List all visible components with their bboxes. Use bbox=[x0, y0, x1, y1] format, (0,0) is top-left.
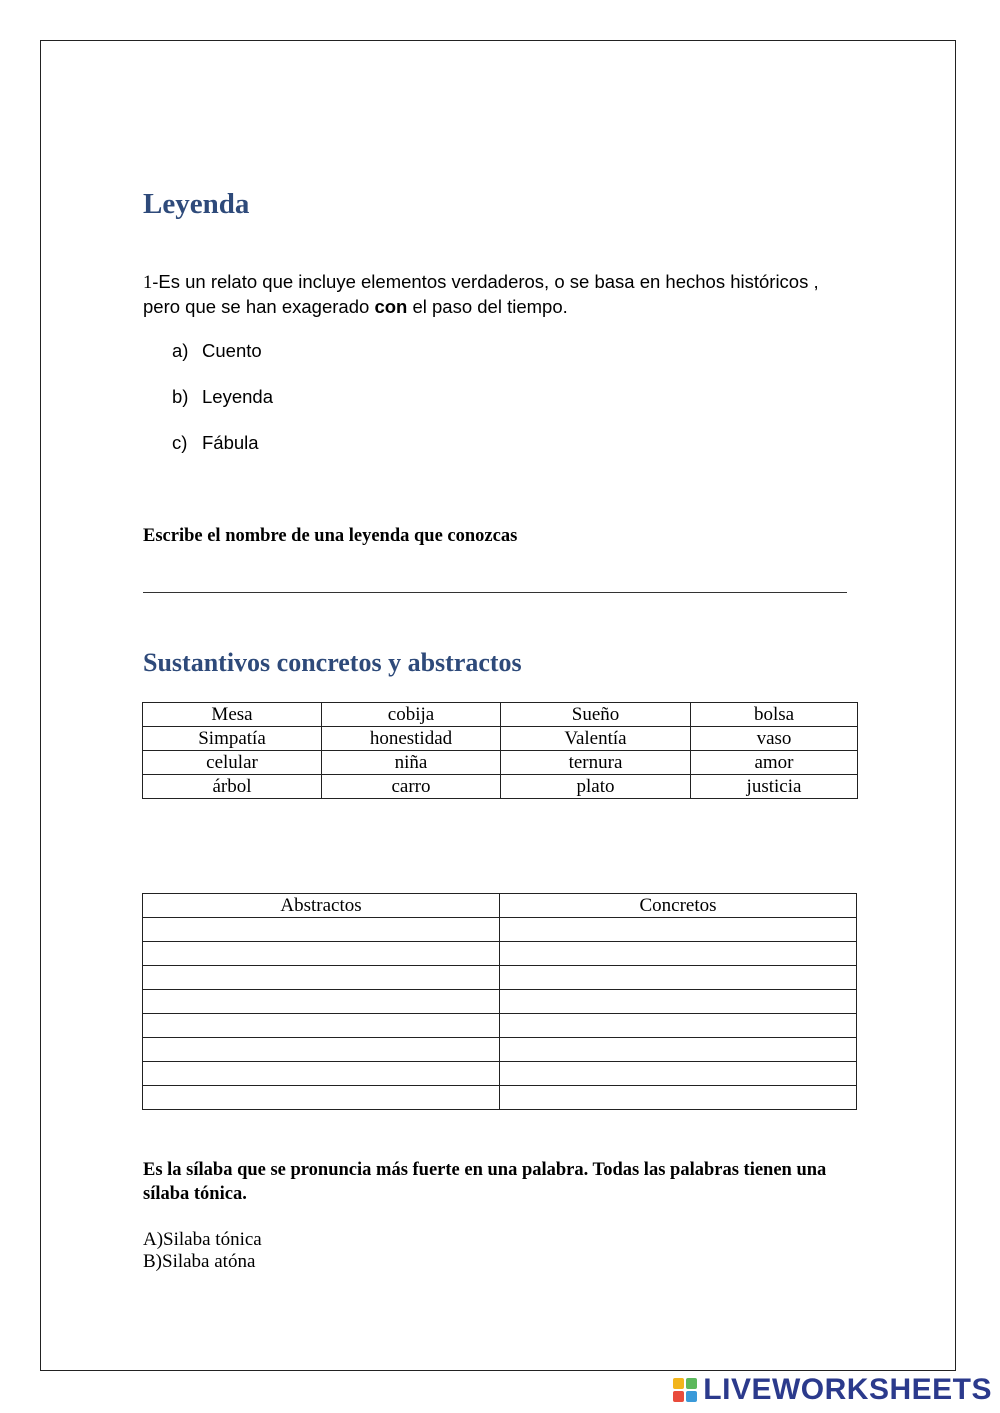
question-3-option-b[interactable]: B)Silaba atóna bbox=[143, 1251, 256, 1272]
logo-tile-yellow bbox=[673, 1378, 684, 1389]
table-row bbox=[143, 775, 858, 799]
word-cell[interactable]: amor bbox=[691, 751, 858, 775]
question-1-bold-word: con bbox=[374, 296, 408, 317]
abstract-drop-cell[interactable] bbox=[143, 1038, 500, 1062]
abstract-drop-cell[interactable] bbox=[143, 1014, 500, 1038]
question-1-text bbox=[143, 270, 843, 319]
question-3-option-a[interactable]: A)Silaba tónica bbox=[143, 1229, 262, 1250]
option-a-text: Cuento bbox=[202, 340, 262, 361]
word-cell[interactable]: Sueño bbox=[501, 703, 691, 727]
abstractos-header: Abstractos bbox=[143, 894, 500, 918]
liveworksheets-brand-name: LIVEWORKSHEETS bbox=[703, 1373, 992, 1406]
word-cell[interactable]: justicia bbox=[691, 775, 858, 799]
word-cell[interactable]: plato bbox=[501, 775, 691, 799]
table-row bbox=[143, 1014, 857, 1038]
option-b[interactable] bbox=[172, 386, 273, 408]
option-a-label: a) bbox=[172, 340, 189, 361]
liveworksheets-logo-icon bbox=[673, 1378, 697, 1402]
table-row bbox=[143, 1062, 857, 1086]
word-cell[interactable]: cobija bbox=[322, 703, 501, 727]
liveworksheets-logo[interactable] bbox=[673, 1373, 992, 1407]
table-row bbox=[143, 727, 858, 751]
table-row bbox=[143, 703, 858, 727]
option-c-text: Fábula bbox=[202, 432, 259, 453]
classify-table bbox=[142, 893, 857, 1110]
legend-prompt: Escribe el nombre de una leyenda que conozcas bbox=[143, 526, 518, 546]
concrete-drop-cell[interactable] bbox=[500, 990, 857, 1014]
table-row bbox=[143, 751, 858, 775]
question-3-text: Es la sílaba que se pronuncia más fuerte en una palabra. Todas las palabras tienen una sílaba tónica. bbox=[143, 1160, 827, 1204]
option-c-label: c) bbox=[172, 432, 188, 453]
abstract-drop-cell[interactable] bbox=[143, 942, 500, 966]
question-1-text-after: el paso del tiempo. bbox=[407, 296, 568, 317]
question-1-number: 1 bbox=[143, 273, 153, 293]
table-row bbox=[143, 918, 857, 942]
logo-tile-blue bbox=[686, 1391, 697, 1402]
classify-header-row bbox=[143, 894, 857, 918]
option-b-text: Leyenda bbox=[202, 386, 273, 407]
concrete-drop-cell[interactable] bbox=[500, 942, 857, 966]
abstract-drop-cell[interactable] bbox=[143, 1086, 500, 1110]
question-1-text-before: -Es un relato que incluye elementos verdaderos, o se basa en hechos históricos , pero que se han exagerado bbox=[143, 271, 819, 317]
logo-tile-red bbox=[673, 1391, 684, 1402]
concrete-drop-cell[interactable] bbox=[500, 966, 857, 990]
table-row bbox=[143, 966, 857, 990]
concrete-drop-cell[interactable] bbox=[500, 1062, 857, 1086]
abstract-drop-cell[interactable] bbox=[143, 1062, 500, 1086]
abstract-drop-cell[interactable] bbox=[143, 990, 500, 1014]
option-c[interactable] bbox=[172, 432, 259, 454]
word-cell[interactable]: honestidad bbox=[322, 727, 501, 751]
word-cell[interactable]: vaso bbox=[691, 727, 858, 751]
word-cell[interactable]: carro bbox=[322, 775, 501, 799]
word-cell[interactable]: Simpatía bbox=[143, 727, 322, 751]
concrete-drop-cell[interactable] bbox=[500, 918, 857, 942]
abstract-drop-cell[interactable] bbox=[143, 966, 500, 990]
concretos-header: Concretos bbox=[500, 894, 857, 918]
words-table bbox=[142, 702, 858, 799]
legend-answer-input[interactable] bbox=[143, 592, 847, 593]
concrete-drop-cell[interactable] bbox=[500, 1038, 857, 1062]
option-b-label: b) bbox=[172, 386, 189, 407]
table-row bbox=[143, 990, 857, 1014]
abstract-drop-cell[interactable] bbox=[143, 918, 500, 942]
table-row bbox=[143, 942, 857, 966]
word-cell[interactable]: celular bbox=[143, 751, 322, 775]
word-cell[interactable]: Valentía bbox=[501, 727, 691, 751]
concrete-drop-cell[interactable] bbox=[500, 1086, 857, 1110]
logo-tile-green bbox=[686, 1378, 697, 1389]
word-cell[interactable]: ternura bbox=[501, 751, 691, 775]
table-row bbox=[143, 1086, 857, 1110]
section-2-title: Sustantivos concretos y abstractos bbox=[143, 648, 522, 677]
word-cell[interactable]: árbol bbox=[143, 775, 322, 799]
word-cell[interactable]: bolsa bbox=[691, 703, 858, 727]
word-cell[interactable]: niña bbox=[322, 751, 501, 775]
table-row bbox=[143, 1038, 857, 1062]
page-title: Leyenda bbox=[143, 188, 250, 220]
concrete-drop-cell[interactable] bbox=[500, 1014, 857, 1038]
word-cell[interactable]: Mesa bbox=[143, 703, 322, 727]
option-a[interactable] bbox=[172, 340, 262, 362]
